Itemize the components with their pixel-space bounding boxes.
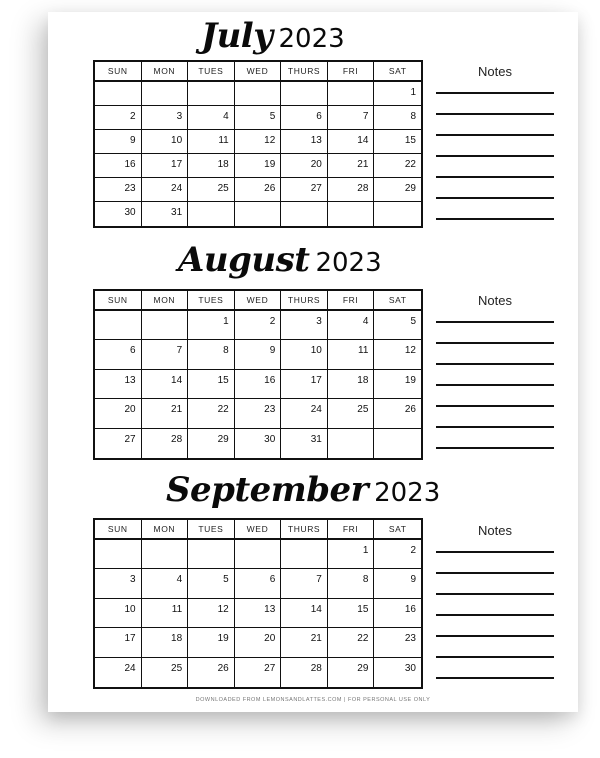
day-cell: 12 xyxy=(235,130,282,154)
day-cell: 3 xyxy=(142,106,189,130)
notes-september xyxy=(436,523,554,679)
day-cell: 30 xyxy=(404,662,416,674)
notes-line xyxy=(436,342,554,344)
day-cell: 19 xyxy=(235,154,282,178)
day-cell: 4 xyxy=(328,311,375,340)
day-cell: 13 xyxy=(95,370,142,399)
weekday-header: FRI xyxy=(328,62,375,82)
day-cell: 31 xyxy=(281,429,328,458)
notes-line xyxy=(436,92,554,94)
notes-line xyxy=(436,176,554,178)
weekday-header: THURS xyxy=(281,62,328,82)
day-cell: 18 xyxy=(142,628,189,657)
day-cell xyxy=(328,429,375,458)
weekday-header: SAT xyxy=(374,291,421,311)
month-name: July xyxy=(201,16,273,56)
month-title-august xyxy=(48,240,600,280)
day-cell: 13 xyxy=(235,599,282,628)
day-cell: 18 xyxy=(328,370,375,399)
weekday-header: SAT xyxy=(374,62,421,82)
day-cell: 16 xyxy=(95,154,142,178)
day-cell xyxy=(142,82,189,106)
notes-july xyxy=(436,64,554,220)
day-cell: 16 xyxy=(374,599,421,628)
day-cell: 30 xyxy=(95,202,142,226)
day-cell: 31 xyxy=(142,202,189,226)
calendar-grid-august xyxy=(93,289,423,460)
month-title-july xyxy=(48,16,600,56)
day-cell xyxy=(374,202,421,226)
day-cell: 22 xyxy=(374,154,421,178)
footer-credit: DOWNLOADED FROM LEMONSANDLATTES.COM | FOR PERSONAL USE ONLY xyxy=(195,697,431,703)
day-cell: 12 xyxy=(374,340,421,369)
day-cell: 12 xyxy=(188,599,235,628)
weekday-header: FRI xyxy=(328,291,375,311)
day-cell: 26 xyxy=(235,178,282,202)
notes-line xyxy=(436,551,554,553)
day-cell: 15 xyxy=(188,370,235,399)
day-cell xyxy=(95,540,142,569)
weekday-header: SUN xyxy=(95,520,142,540)
month-year: 2023 xyxy=(374,478,441,508)
day-cell: 2 xyxy=(235,311,282,340)
calendar-grid-july xyxy=(93,60,423,228)
notes-line xyxy=(436,321,554,323)
day-cell xyxy=(142,540,189,569)
day-cell: 22 xyxy=(188,399,235,428)
day-cell: 10 xyxy=(281,340,328,369)
day-cell: 20 xyxy=(235,628,282,657)
calendar-grid-september xyxy=(93,518,423,689)
notes-line xyxy=(436,197,554,199)
day-cell: 23 xyxy=(235,399,282,428)
day-cell: 11 xyxy=(188,130,235,154)
weekday-header: TUES xyxy=(188,520,235,540)
day-cell: 17 xyxy=(142,154,189,178)
day-cell xyxy=(188,202,235,226)
day-cell xyxy=(281,540,328,569)
day-cell: 6 xyxy=(95,340,142,369)
day-cell: 3 xyxy=(281,311,328,340)
day-cell: 17 xyxy=(281,370,328,399)
day-cell: 27 xyxy=(235,658,282,687)
day-cell: 28 xyxy=(328,178,375,202)
day-cell: 9 xyxy=(374,569,421,598)
month-year: 2023 xyxy=(315,248,382,278)
day-cell: 19 xyxy=(374,370,421,399)
day-cell xyxy=(328,82,375,106)
day-cell: 17 xyxy=(95,628,142,657)
day-cell: 24 xyxy=(142,178,189,202)
weekday-header: MON xyxy=(142,291,189,311)
month-name: September xyxy=(166,470,369,510)
day-cell: 28 xyxy=(142,429,189,458)
notes-august xyxy=(436,293,554,449)
notes-line xyxy=(436,363,554,365)
weekday-header: WED xyxy=(235,291,282,311)
day-cell: 3 xyxy=(95,569,142,598)
notes-line xyxy=(436,656,554,658)
notes-line xyxy=(436,447,554,449)
day-cell: 29 xyxy=(328,658,375,687)
day-cell xyxy=(235,82,282,106)
day-cell xyxy=(142,311,189,340)
notes-line xyxy=(436,155,554,157)
day-cell xyxy=(188,540,235,569)
day-cell: 29 xyxy=(188,429,235,458)
notes-line xyxy=(436,134,554,136)
weekday-header: MON xyxy=(142,520,189,540)
day-cell: 7 xyxy=(142,340,189,369)
day-cell: 25 xyxy=(188,178,235,202)
day-cell: 6 xyxy=(281,106,328,130)
day-cell: 14 xyxy=(281,599,328,628)
notes-line xyxy=(436,677,554,679)
month-title-september xyxy=(48,470,600,510)
weekday-header: WED xyxy=(235,520,282,540)
day-cell xyxy=(235,540,282,569)
weekday-header: WED xyxy=(235,62,282,82)
day-cell: 6 xyxy=(235,569,282,598)
notes-line xyxy=(436,405,554,407)
day-cell: 14 xyxy=(328,130,375,154)
day-cell: 19 xyxy=(188,628,235,657)
day-cell xyxy=(374,429,421,458)
day-cell: 8 xyxy=(328,569,375,598)
day-cell xyxy=(235,202,282,226)
month-name: August xyxy=(178,240,310,280)
weekday-header: SUN xyxy=(95,62,142,82)
notes-line xyxy=(436,384,554,386)
day-cell: 9 xyxy=(235,340,282,369)
day-cell xyxy=(188,82,235,106)
day-cell: 25 xyxy=(142,658,189,687)
day-cell: 30 xyxy=(235,429,282,458)
day-cell: 28 xyxy=(281,658,328,687)
day-cell: 29 xyxy=(374,178,421,202)
day-cell: 7 xyxy=(281,569,328,598)
day-cell: 1 xyxy=(374,82,421,106)
day-cell: 4 xyxy=(142,569,189,598)
weekday-header: FRI xyxy=(328,520,375,540)
day-cell: 16 xyxy=(235,370,282,399)
calendar-sheet xyxy=(48,12,578,712)
month-year: 2023 xyxy=(278,24,345,54)
day-cell: 20 xyxy=(95,399,142,428)
day-cell: 25 xyxy=(328,399,375,428)
day-cell: 8 xyxy=(374,106,421,130)
day-cell: 5 xyxy=(374,311,421,340)
weekday-header: TUES xyxy=(188,291,235,311)
day-cell xyxy=(281,82,328,106)
day-cell: 21 xyxy=(142,399,189,428)
notes-line xyxy=(436,426,554,428)
day-cell: 2 xyxy=(95,106,142,130)
day-cell: 26 xyxy=(188,658,235,687)
day-cell: 7 xyxy=(328,106,375,130)
day-cell: 2 xyxy=(374,540,421,569)
notes-label: Notes xyxy=(478,293,512,308)
weekday-header: THURS xyxy=(281,291,328,311)
weekday-header: SAT xyxy=(374,520,421,540)
notes-line xyxy=(436,113,554,115)
day-cell: 22 xyxy=(328,628,375,657)
day-cell xyxy=(281,202,328,226)
day-cell: 18 xyxy=(188,154,235,178)
day-cell xyxy=(95,82,142,106)
day-cell: 9 xyxy=(95,130,142,154)
day-cell: 10 xyxy=(142,130,189,154)
day-cell: 4 xyxy=(188,106,235,130)
day-cell: 11 xyxy=(142,599,189,628)
day-cell: 14 xyxy=(142,370,189,399)
notes-line xyxy=(436,614,554,616)
day-cell xyxy=(328,202,375,226)
day-cell xyxy=(95,311,142,340)
weekday-header: MON xyxy=(142,62,189,82)
day-cell: 15 xyxy=(374,130,421,154)
day-cell: 23 xyxy=(95,178,142,202)
day-cell: 20 xyxy=(281,154,328,178)
weekday-header: TUES xyxy=(188,62,235,82)
notes-line xyxy=(436,218,554,220)
day-cell: 5 xyxy=(235,106,282,130)
weekday-header: THURS xyxy=(281,520,328,540)
day-cell: 1 xyxy=(188,311,235,340)
day-cell: 1 xyxy=(328,540,375,569)
day-cell: 5 xyxy=(188,569,235,598)
day-cell: 8 xyxy=(188,340,235,369)
day-cell: 11 xyxy=(328,340,375,369)
day-cell: 10 xyxy=(95,599,142,628)
notes-label: Notes xyxy=(478,64,512,79)
day-cell: 27 xyxy=(281,178,328,202)
notes-line xyxy=(436,635,554,637)
day-cell: 15 xyxy=(328,599,375,628)
notes-line xyxy=(436,572,554,574)
day-cell: 23 xyxy=(374,628,421,657)
day-cell: 24 xyxy=(281,399,328,428)
notes-label: Notes xyxy=(478,523,512,538)
weekday-header: SUN xyxy=(95,291,142,311)
day-cell: 24 xyxy=(95,658,142,687)
notes-line xyxy=(436,593,554,595)
day-cell: 26 xyxy=(374,399,421,428)
day-cell: 27 xyxy=(95,429,142,458)
day-cell: 21 xyxy=(281,628,328,657)
day-cell: 21 xyxy=(328,154,375,178)
day-cell: 13 xyxy=(281,130,328,154)
